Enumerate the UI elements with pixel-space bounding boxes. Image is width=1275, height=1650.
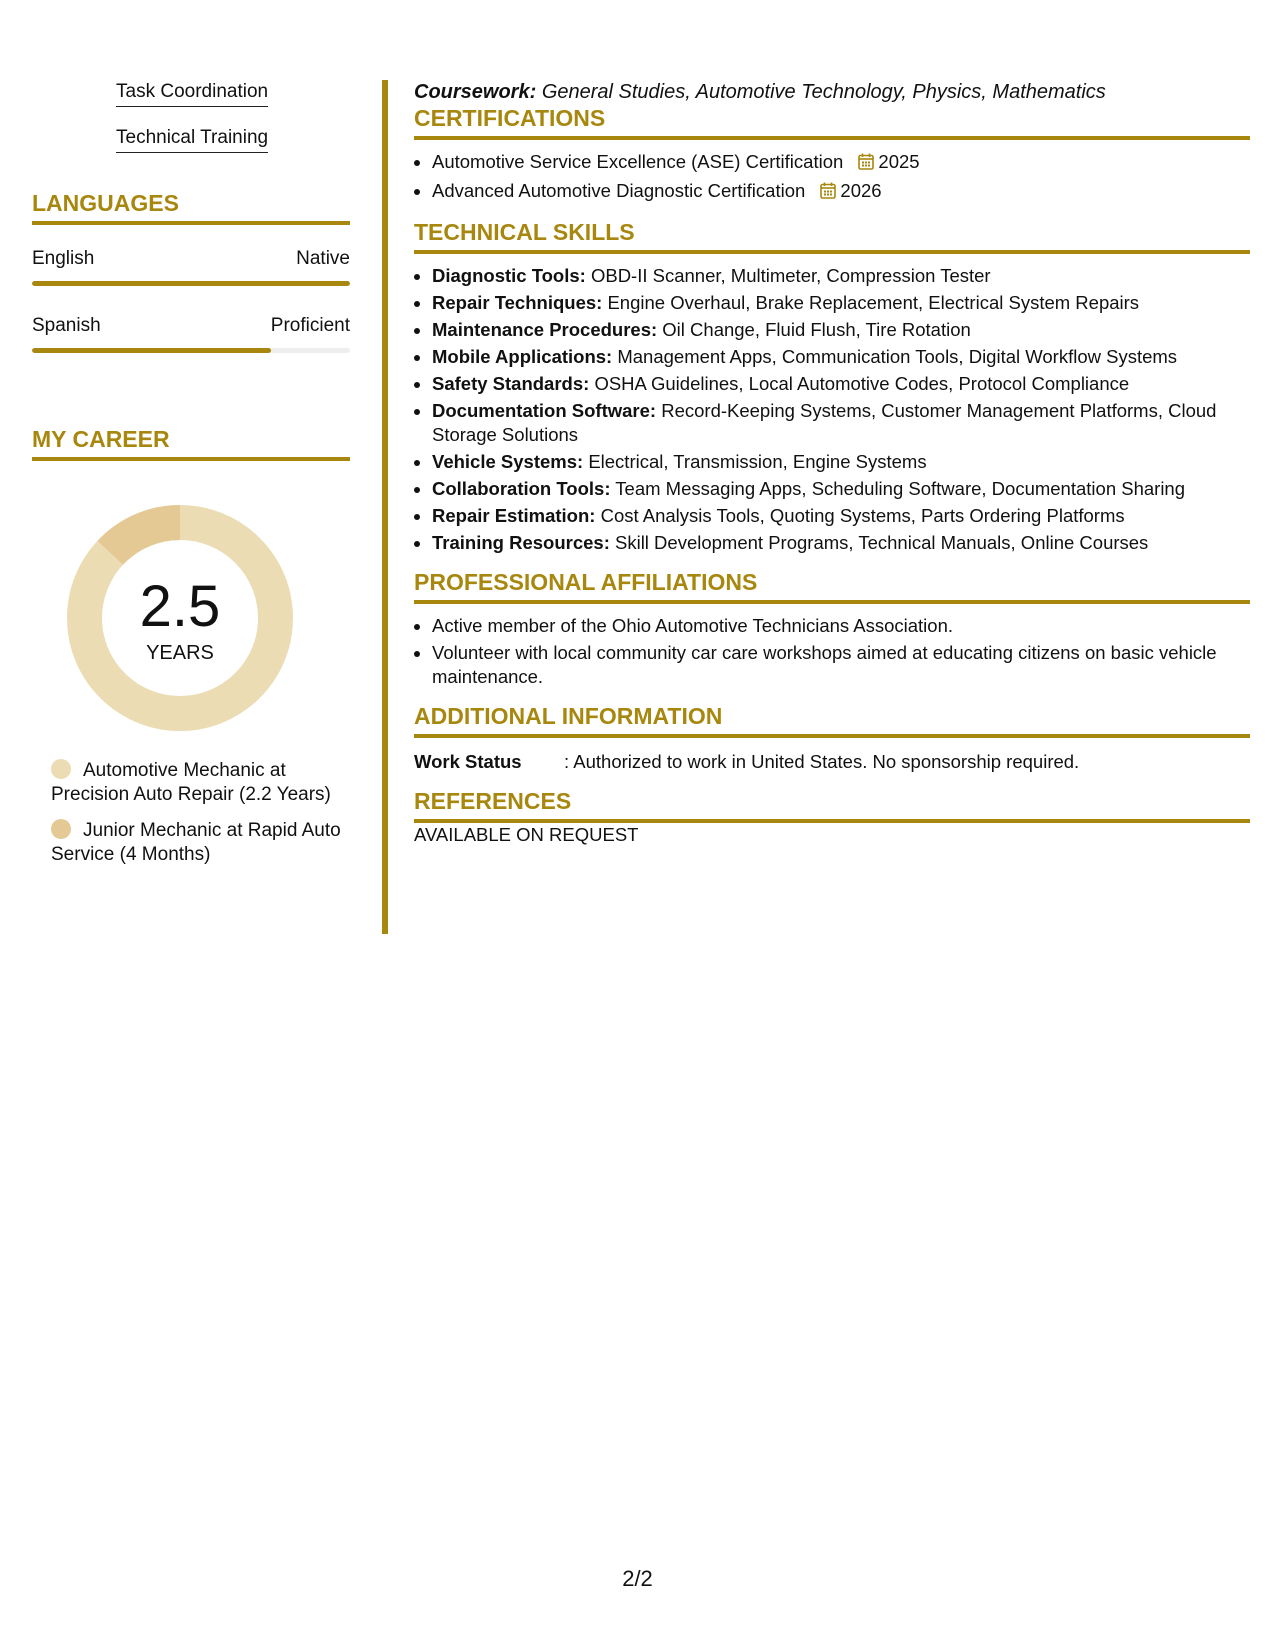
career-title: MY CAREER [32, 425, 350, 461]
languages-title: LANGUAGES [32, 189, 350, 225]
page-number: 2/2 [622, 1566, 653, 1591]
additional-info-title: ADDITIONAL INFORMATION [414, 702, 1250, 738]
technical-skill-text: OBD-II Scanner, Multimeter, Compression Tester [590, 265, 991, 286]
technical-skill-label: Documentation Software: [432, 400, 657, 421]
references-title: REFERENCES [414, 787, 1250, 823]
technical-skill-label: Maintenance Procedures: [432, 319, 658, 340]
career-total-value: 2.5 [139, 574, 221, 639]
technical-skill-item [432, 399, 1250, 447]
certification-name: Automotive Service Excellence (ASE) Certification [432, 151, 844, 172]
technical-skill-label: Repair Techniques: [432, 292, 603, 313]
technical-skill-text: OSHA Guidelines, Local Automotive Codes, Protocol Compliance [594, 373, 1130, 394]
technical-skill-text: Cost Analysis Tools, Quoting Systems, Parts Ordering Platforms [600, 505, 1125, 526]
career-donut-chart [67, 505, 293, 731]
career-legend-item [32, 759, 350, 807]
language-name: Spanish [32, 315, 101, 336]
technical-skill-text: Management Apps, Communication Tools, Digital Workflow Systems [617, 346, 1178, 367]
skills-list [32, 80, 350, 153]
technical-skill-text: Oil Change, Fluid Flush, Tire Rotation [662, 319, 971, 340]
technical-skill-item [432, 531, 1250, 555]
career-total-unit: YEARS [146, 642, 214, 664]
additional-info-section [414, 702, 1250, 774]
language-name: English [32, 248, 95, 269]
references-section [414, 787, 1250, 847]
certification-year: 2026 [840, 180, 882, 201]
calendar-icon [820, 181, 836, 205]
career-legend-item [32, 819, 350, 867]
technical-skills-list [414, 264, 1250, 555]
technical-skill-item [432, 345, 1250, 369]
language-item [32, 247, 350, 286]
technical-skill-label: Repair Estimation: [432, 505, 596, 526]
certifications-section [414, 104, 1250, 205]
career-legend-label: Junior Mechanic at Rapid Auto Service (4 Months) [51, 820, 341, 865]
career-legend-label: Automotive Mechanic at Precision Auto Repair (2.2 Years) [51, 760, 331, 805]
technical-skill-item [432, 450, 1250, 474]
legend-dot [51, 819, 71, 839]
language-bar [32, 348, 350, 353]
technical-skill-label: Diagnostic Tools: [432, 265, 586, 286]
coursework [414, 80, 1250, 104]
coursework-text: General Studies, Automotive Technology, Physics, Mathematics [541, 81, 1106, 103]
technical-skill-item [432, 477, 1250, 501]
affiliations-title: PROFESSIONAL AFFILIATIONS [414, 568, 1250, 604]
certification-item [432, 150, 1250, 176]
technical-skill-label: Mobile Applications: [432, 346, 613, 367]
references-text: AVAILABLE ON REQUEST [414, 824, 639, 845]
technical-skill-text: Engine Overhaul, Brake Replacement, Electrical System Repairs [607, 292, 1140, 313]
career-legend [32, 759, 350, 867]
language-bar-fill [32, 348, 271, 353]
language-bar [32, 281, 350, 286]
skill-tag: Technical Training [116, 126, 268, 153]
technical-skill-text: Record-Keeping Systems, Customer Management Platforms, Cloud Storage Solutions [432, 400, 1217, 445]
technical-skill-text: Team Messaging Apps, Scheduling Software, Documentation Sharing [615, 478, 1186, 499]
technical-skill-label: Vehicle Systems: [432, 451, 584, 472]
language-item [32, 314, 350, 353]
affiliation-item: • Active member of the Ohio Automotive Technicians Association. [432, 614, 1250, 638]
technical-skill-item [432, 291, 1250, 315]
technical-skill-text: Skill Development Programs, Technical Manuals, Online Courses [615, 532, 1149, 553]
certifications-list [414, 150, 1250, 205]
coursework-label: Coursework: [414, 81, 537, 103]
language-bar-fill [32, 281, 350, 286]
certifications-title: CERTIFICATIONS [414, 104, 1250, 140]
technical-skill-text: Electrical, Transmission, Engine Systems [588, 451, 927, 472]
technical-skill-item [432, 372, 1250, 396]
technical-skill-item [432, 504, 1250, 528]
technical-skill-label: Safety Standards: [432, 373, 590, 394]
language-level: Native [296, 248, 350, 269]
calendar-icon [858, 152, 874, 176]
technical-skill-item [432, 318, 1250, 342]
certification-item [432, 179, 1250, 205]
affiliations-section [414, 568, 1250, 689]
skill-tag: Task Coordination [116, 80, 268, 107]
technical-skill-label: Training Resources: [432, 532, 610, 553]
technical-skills-title: TECHNICAL SKILLS [414, 218, 1250, 254]
column-divider [382, 80, 388, 934]
legend-dot [51, 759, 71, 779]
affiliations-list [414, 614, 1250, 689]
technical-skill-label: Collaboration Tools: [432, 478, 611, 499]
work-status-row [414, 750, 1250, 774]
technical-skills-section [414, 218, 1250, 555]
main-content [414, 80, 1250, 860]
certification-name: Advanced Automotive Diagnostic Certification [432, 180, 806, 201]
language-level: Proficient [270, 315, 350, 336]
work-status-value: : Authorized to work in United States. No sponsorship required. [564, 751, 1080, 772]
affiliation-item: • Volunteer with local community car care workshops aimed at educating citizens on basic vehicle maintenance. [432, 641, 1250, 689]
certification-year: 2025 [878, 151, 920, 172]
technical-skill-item [432, 264, 1250, 288]
sidebar [32, 80, 350, 867]
work-status-label: Work Status [414, 751, 522, 772]
